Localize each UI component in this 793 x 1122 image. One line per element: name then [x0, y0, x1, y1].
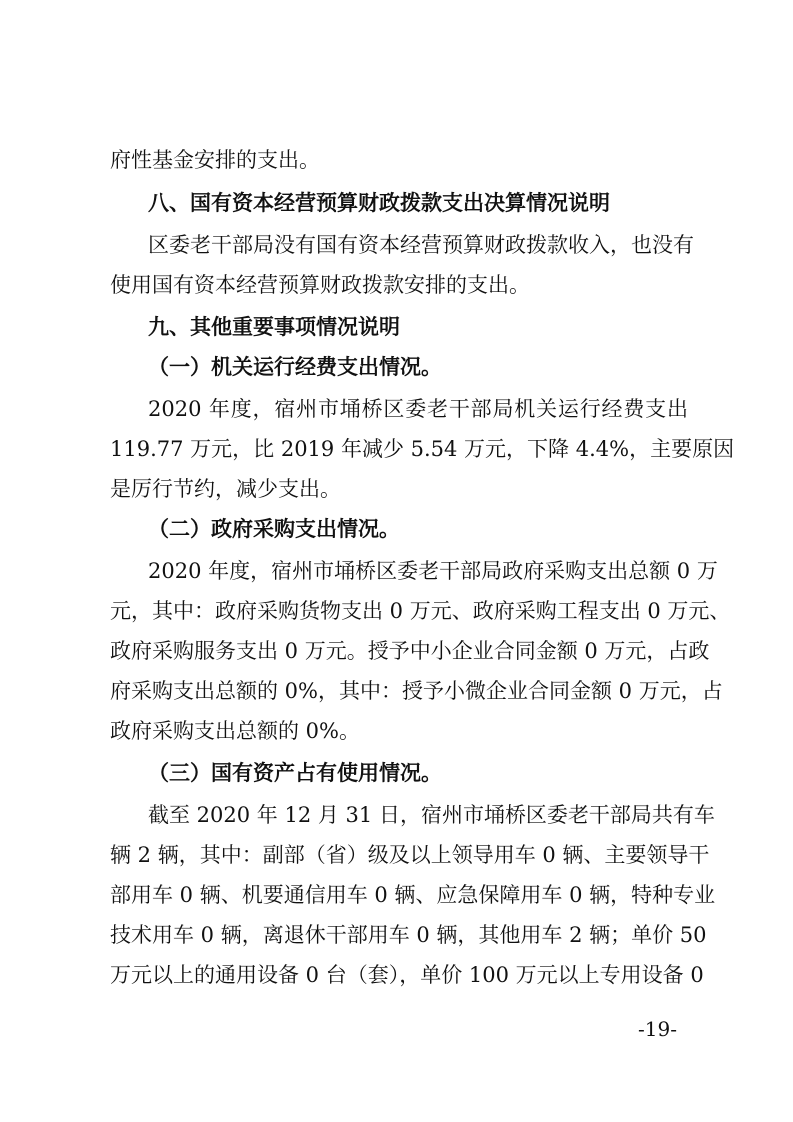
text-line: 使用国有资本经营预算财政拨款安排的支出。	[110, 273, 530, 297]
text-line: 119.77 万元，比 2019 年减少 5.54 万元，下降 4.4%，主要原因	[110, 437, 735, 461]
section-heading-8: 八、国有资本经营预算财政拨款支出决算情况说明	[148, 191, 610, 215]
section-heading-9: 九、其他重要事项情况说明	[148, 315, 400, 339]
subsection-heading-3: （三）国有资产占有使用情况。	[148, 761, 442, 785]
text-line: 元，其中：政府采购货物支出 0 万元、政府采购工程支出 0 万元、	[110, 599, 731, 623]
text-line: 技术用车 0 辆，离退休干部用车 0 辆，其他用车 2 辆；单价 50	[110, 923, 707, 947]
text-line: 是厉行节约，减少支出。	[110, 477, 341, 501]
text-line: 府性基金安排的支出。	[110, 148, 320, 172]
text-line: 辆 2 辆，其中：副部（省）级及以上领导用车 0 辆、主要领导干	[110, 843, 710, 867]
subsection-heading-1: （一）机关运行经费支出情况。	[148, 355, 442, 379]
text-line: 政府采购服务支出 0 万元。授予中小企业合同金额 0 万元，占政	[110, 639, 710, 663]
subsection-heading-2: （二）政府采购支出情况。	[148, 517, 400, 541]
text-line: 截至 2020 年 12 月 31 日，宿州市埇桥区委老干部局共有车	[148, 803, 715, 827]
text-line: 2020 年度，宿州市埇桥区委老干部局机关运行经费支出	[148, 397, 688, 421]
text-line: 部用车 0 辆、机要通信用车 0 辆、应急保障用车 0 辆，特种专业	[110, 883, 716, 907]
text-line: 万元以上的通用设备 0 台（套），单价 100 万元以上专用设备 0	[110, 963, 704, 987]
text-line: 政府采购支出总额的 0%。	[110, 719, 360, 743]
text-line: 府采购支出总额的 0%，其中：授予小微企业合同金额 0 万元，占	[110, 679, 723, 703]
text-line: 区委老干部局没有国有资本经营预算财政拨款收入，也没有	[148, 233, 694, 257]
page-number: -19-	[638, 1017, 677, 1041]
text-line: 2020 年度，宿州市埇桥区委老干部局政府采购支出总额 0 万	[148, 559, 718, 583]
